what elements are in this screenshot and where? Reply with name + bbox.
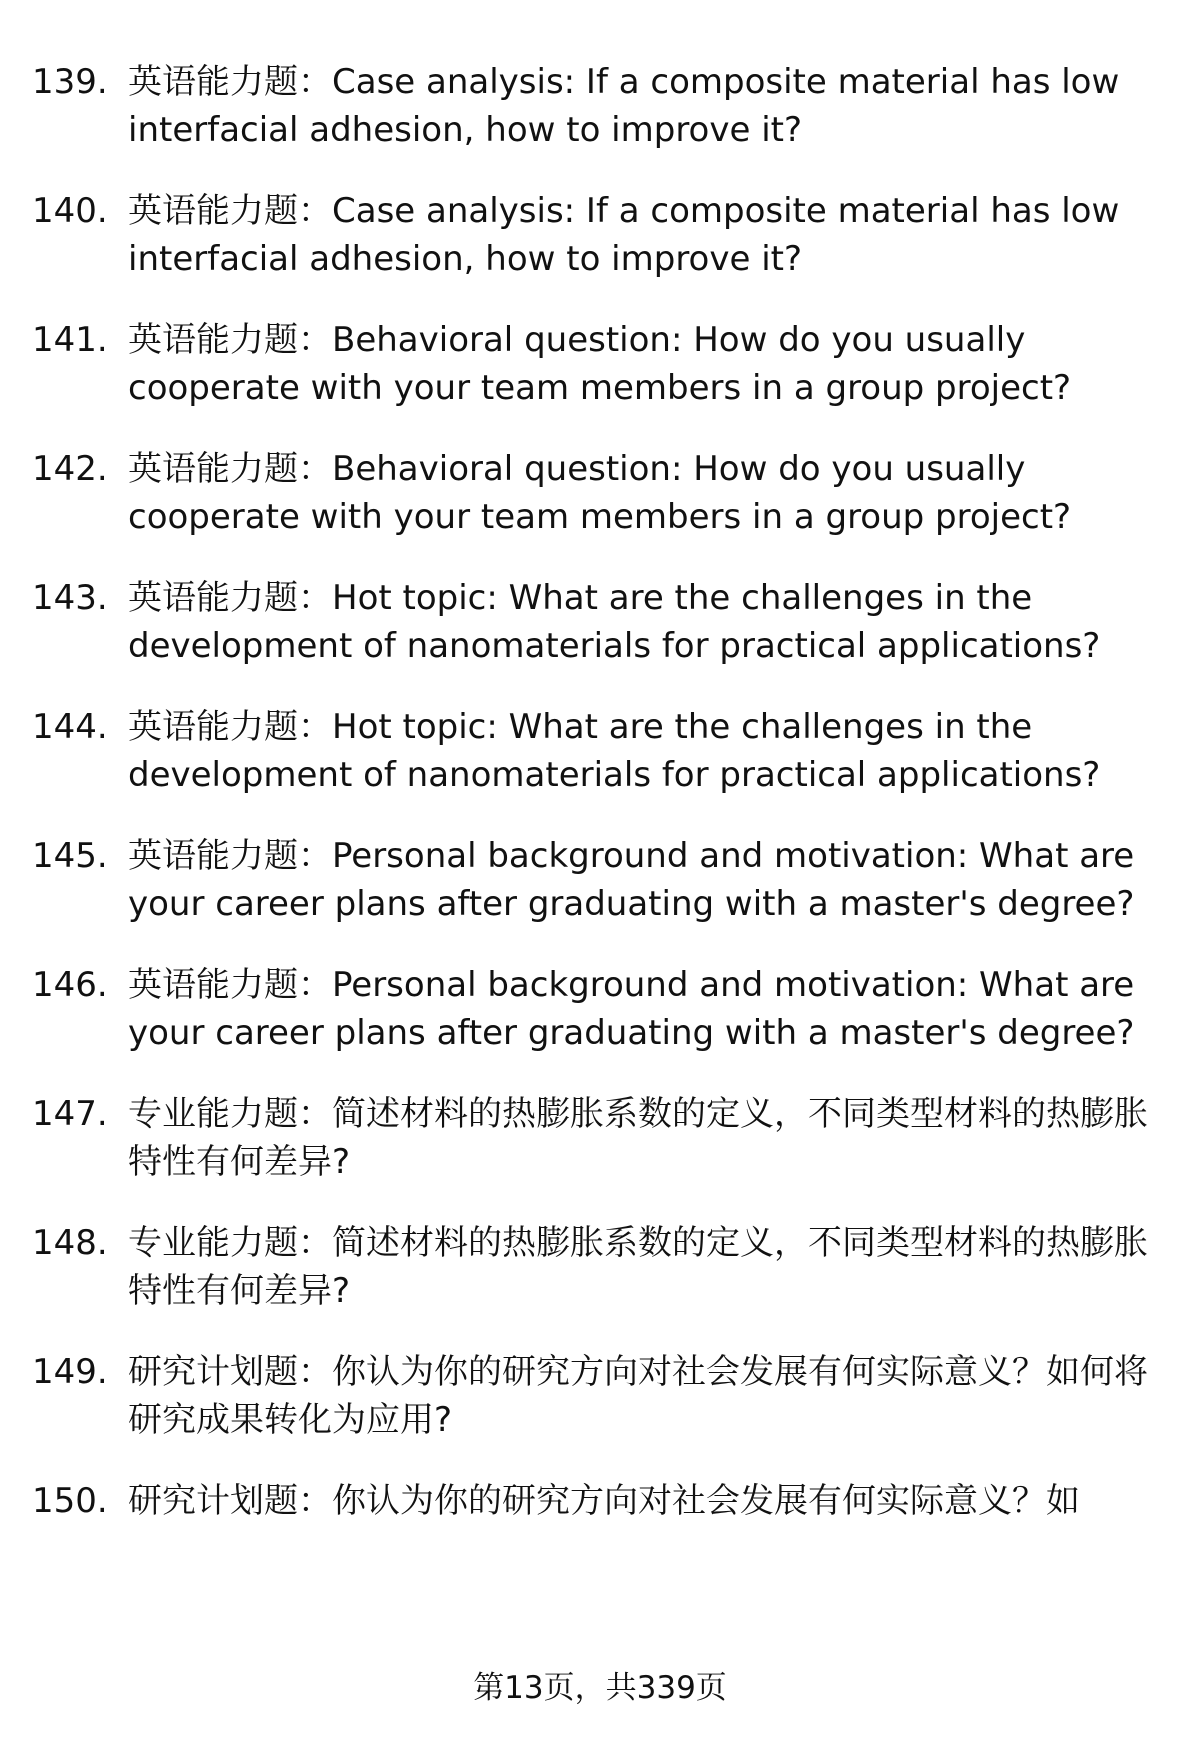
question-number: 142. bbox=[32, 449, 108, 489]
question-item bbox=[32, 574, 1172, 670]
question-number: 141. bbox=[32, 320, 108, 360]
question-text: 英语能力题：Behavioral question: How do you usually cooperate with your team members in a group project? bbox=[128, 320, 1072, 408]
question-text: 研究计划题：你认为你的研究方向对社会发展有何实际意义？如 bbox=[128, 1481, 1080, 1521]
question-text: 专业能力题：简述材料的热膨胀系数的定义，不同类型材料的热膨胀特性有何差异? bbox=[128, 1223, 1148, 1311]
question-text: 英语能力题：Personal background and motivation: What are your career plans after graduating with a master's degree? bbox=[128, 836, 1135, 924]
question-item bbox=[32, 1090, 1172, 1186]
question-text: 英语能力题：Case analysis: If a composite material has low interfacial adhesion, how to improve it? bbox=[128, 62, 1120, 150]
question-number: 147. bbox=[32, 1094, 108, 1134]
question-number: 140. bbox=[32, 191, 108, 231]
question-text: 研究计划题：你认为你的研究方向对社会发展有何实际意义？如何将研究成果转化为应用? bbox=[128, 1352, 1148, 1440]
question-text: 英语能力题：Case analysis: If a composite material has low interfacial adhesion, how to improve it? bbox=[128, 191, 1120, 279]
question-number: 144. bbox=[32, 707, 108, 747]
question-item bbox=[32, 703, 1172, 799]
question-text: 英语能力题：Hot topic: What are the challenges in the development of nanomaterials for practical applications? bbox=[128, 578, 1101, 666]
question-number: 146. bbox=[32, 965, 108, 1005]
question-number: 145. bbox=[32, 836, 108, 876]
question-item bbox=[32, 187, 1172, 283]
page-number-footer: 第13页，共339页 bbox=[473, 1670, 727, 1706]
question-item bbox=[32, 58, 1172, 154]
question-item bbox=[32, 832, 1172, 928]
question-item bbox=[32, 961, 1172, 1057]
question-number: 143. bbox=[32, 578, 108, 618]
question-text: 英语能力题：Personal background and motivation: What are your career plans after graduating with a master's degree? bbox=[128, 965, 1135, 1053]
question-text: 专业能力题：简述材料的热膨胀系数的定义，不同类型材料的热膨胀特性有何差异? bbox=[128, 1094, 1148, 1182]
question-item bbox=[32, 445, 1172, 541]
question-item bbox=[32, 316, 1172, 412]
question-item bbox=[32, 1348, 1172, 1444]
question-text: 英语能力题：Behavioral question: How do you usually cooperate with your team members in a group project? bbox=[128, 449, 1072, 537]
question-number: 149. bbox=[32, 1352, 108, 1392]
question-text: 英语能力题：Hot topic: What are the challenges in the development of nanomaterials for practical applications? bbox=[128, 707, 1101, 795]
question-number: 150. bbox=[32, 1481, 108, 1521]
question-list bbox=[32, 58, 1172, 1558]
question-number: 148. bbox=[32, 1223, 108, 1263]
question-item bbox=[32, 1477, 1172, 1525]
question-item bbox=[32, 1219, 1172, 1315]
question-number: 139. bbox=[32, 62, 108, 102]
